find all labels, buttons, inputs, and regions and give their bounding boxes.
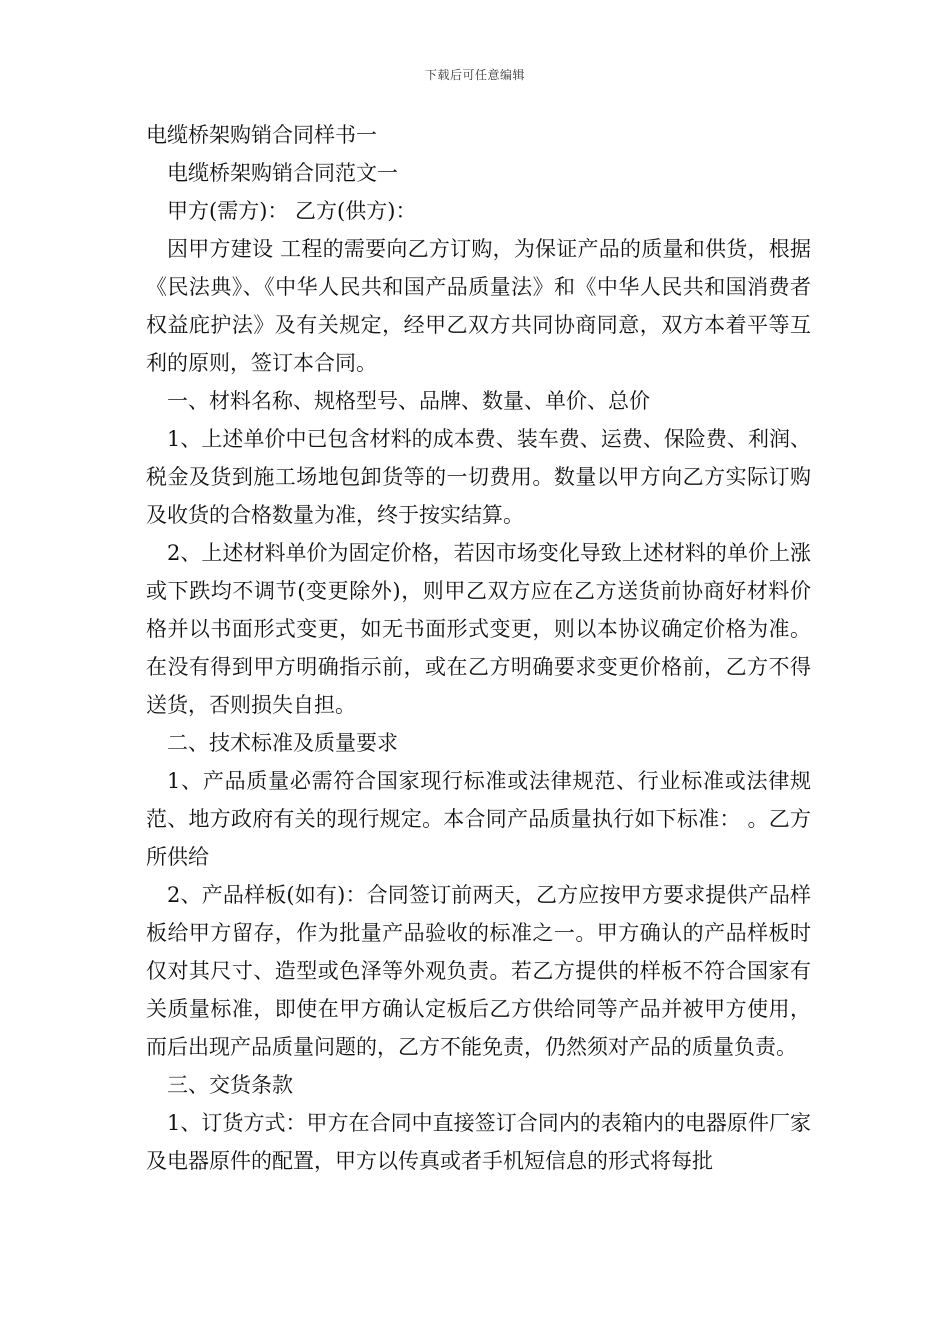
paragraph-2-1: 1、产品质量必需符合国家现行标准或法律规范、行业标准或法律规范、地方政府有关的现行规定。本合同产品质量执行如下标准： 。乙方所供给 bbox=[146, 769, 811, 869]
section-heading-3: 三、交货条款 bbox=[167, 1073, 293, 1097]
document-body bbox=[146, 116, 811, 1180]
paragraph-2-2: 2、产品样板(如有)：合同签订前两天，乙方应按甲方要求提供产品样板给甲方留存，作为批量产品验收的标准之一。甲方确认的产品样板时仅对其尺寸、造型或色泽等外观负责。若乙方提供的样板不符合国家有关质量标准，即使在甲方确认定板后乙方供给同等产品并被甲方使用，而后出现产品质量问题的，乙方不能免责，仍然须对产品的质量负责。 bbox=[146, 883, 811, 1059]
header-note: 下载后可任意编辑 bbox=[424, 68, 525, 82]
document-subtitle: 电缆桥架购销合同范文一 bbox=[167, 161, 398, 185]
paragraph-intro: 因甲方建设 工程的需要向乙方订购，为保证产品的质量和供货，根据《民法典》、《中华人民共和国产品质量法》和《中华人民共和国消费者权益庇护法》及有关规定，经甲乙双方共同协商同意，双方本着平等互利的原则，签订本合同。 bbox=[146, 237, 811, 375]
parties-line: 甲方(需方)： 乙方(供方)： bbox=[167, 199, 417, 223]
paragraph-1-2: 2、上述材料单价为固定价格，若因市场变化导致上述材料的单价上涨或下跌均不调节(变更除外)，则甲乙双方应在乙方送货前协商好材料价格并以书面形式变更，如无书面形式变更，则以本协议确定价格为准。在没有得到甲方明确指示前，或在乙方明确要求变更价格前，乙方不得送货，否则损失自担。 bbox=[146, 541, 811, 717]
section-heading-1: 一、材料名称、规格型号、品牌、数量、单价、总价 bbox=[167, 389, 650, 413]
section-heading-2: 二、技术标准及质量要求 bbox=[167, 731, 398, 755]
paragraph-3-1: 1、订货方式：甲方在合同中直接签订合同内的表箱内的电器原件厂家及电器原件的配置，甲方以传真或者手机短信息的形式将每批 bbox=[146, 1111, 811, 1173]
paragraph-1-1: 1、上述单价中已包含材料的成本费、装车费、运费、保险费、利润、税金及货到施工场地包卸货等的一切费用。数量以甲方向乙方实际订购及收货的合格数量为准，终于按实结算。 bbox=[146, 427, 811, 527]
document-title: 电缆桥架购销合同样书一 bbox=[146, 123, 377, 147]
